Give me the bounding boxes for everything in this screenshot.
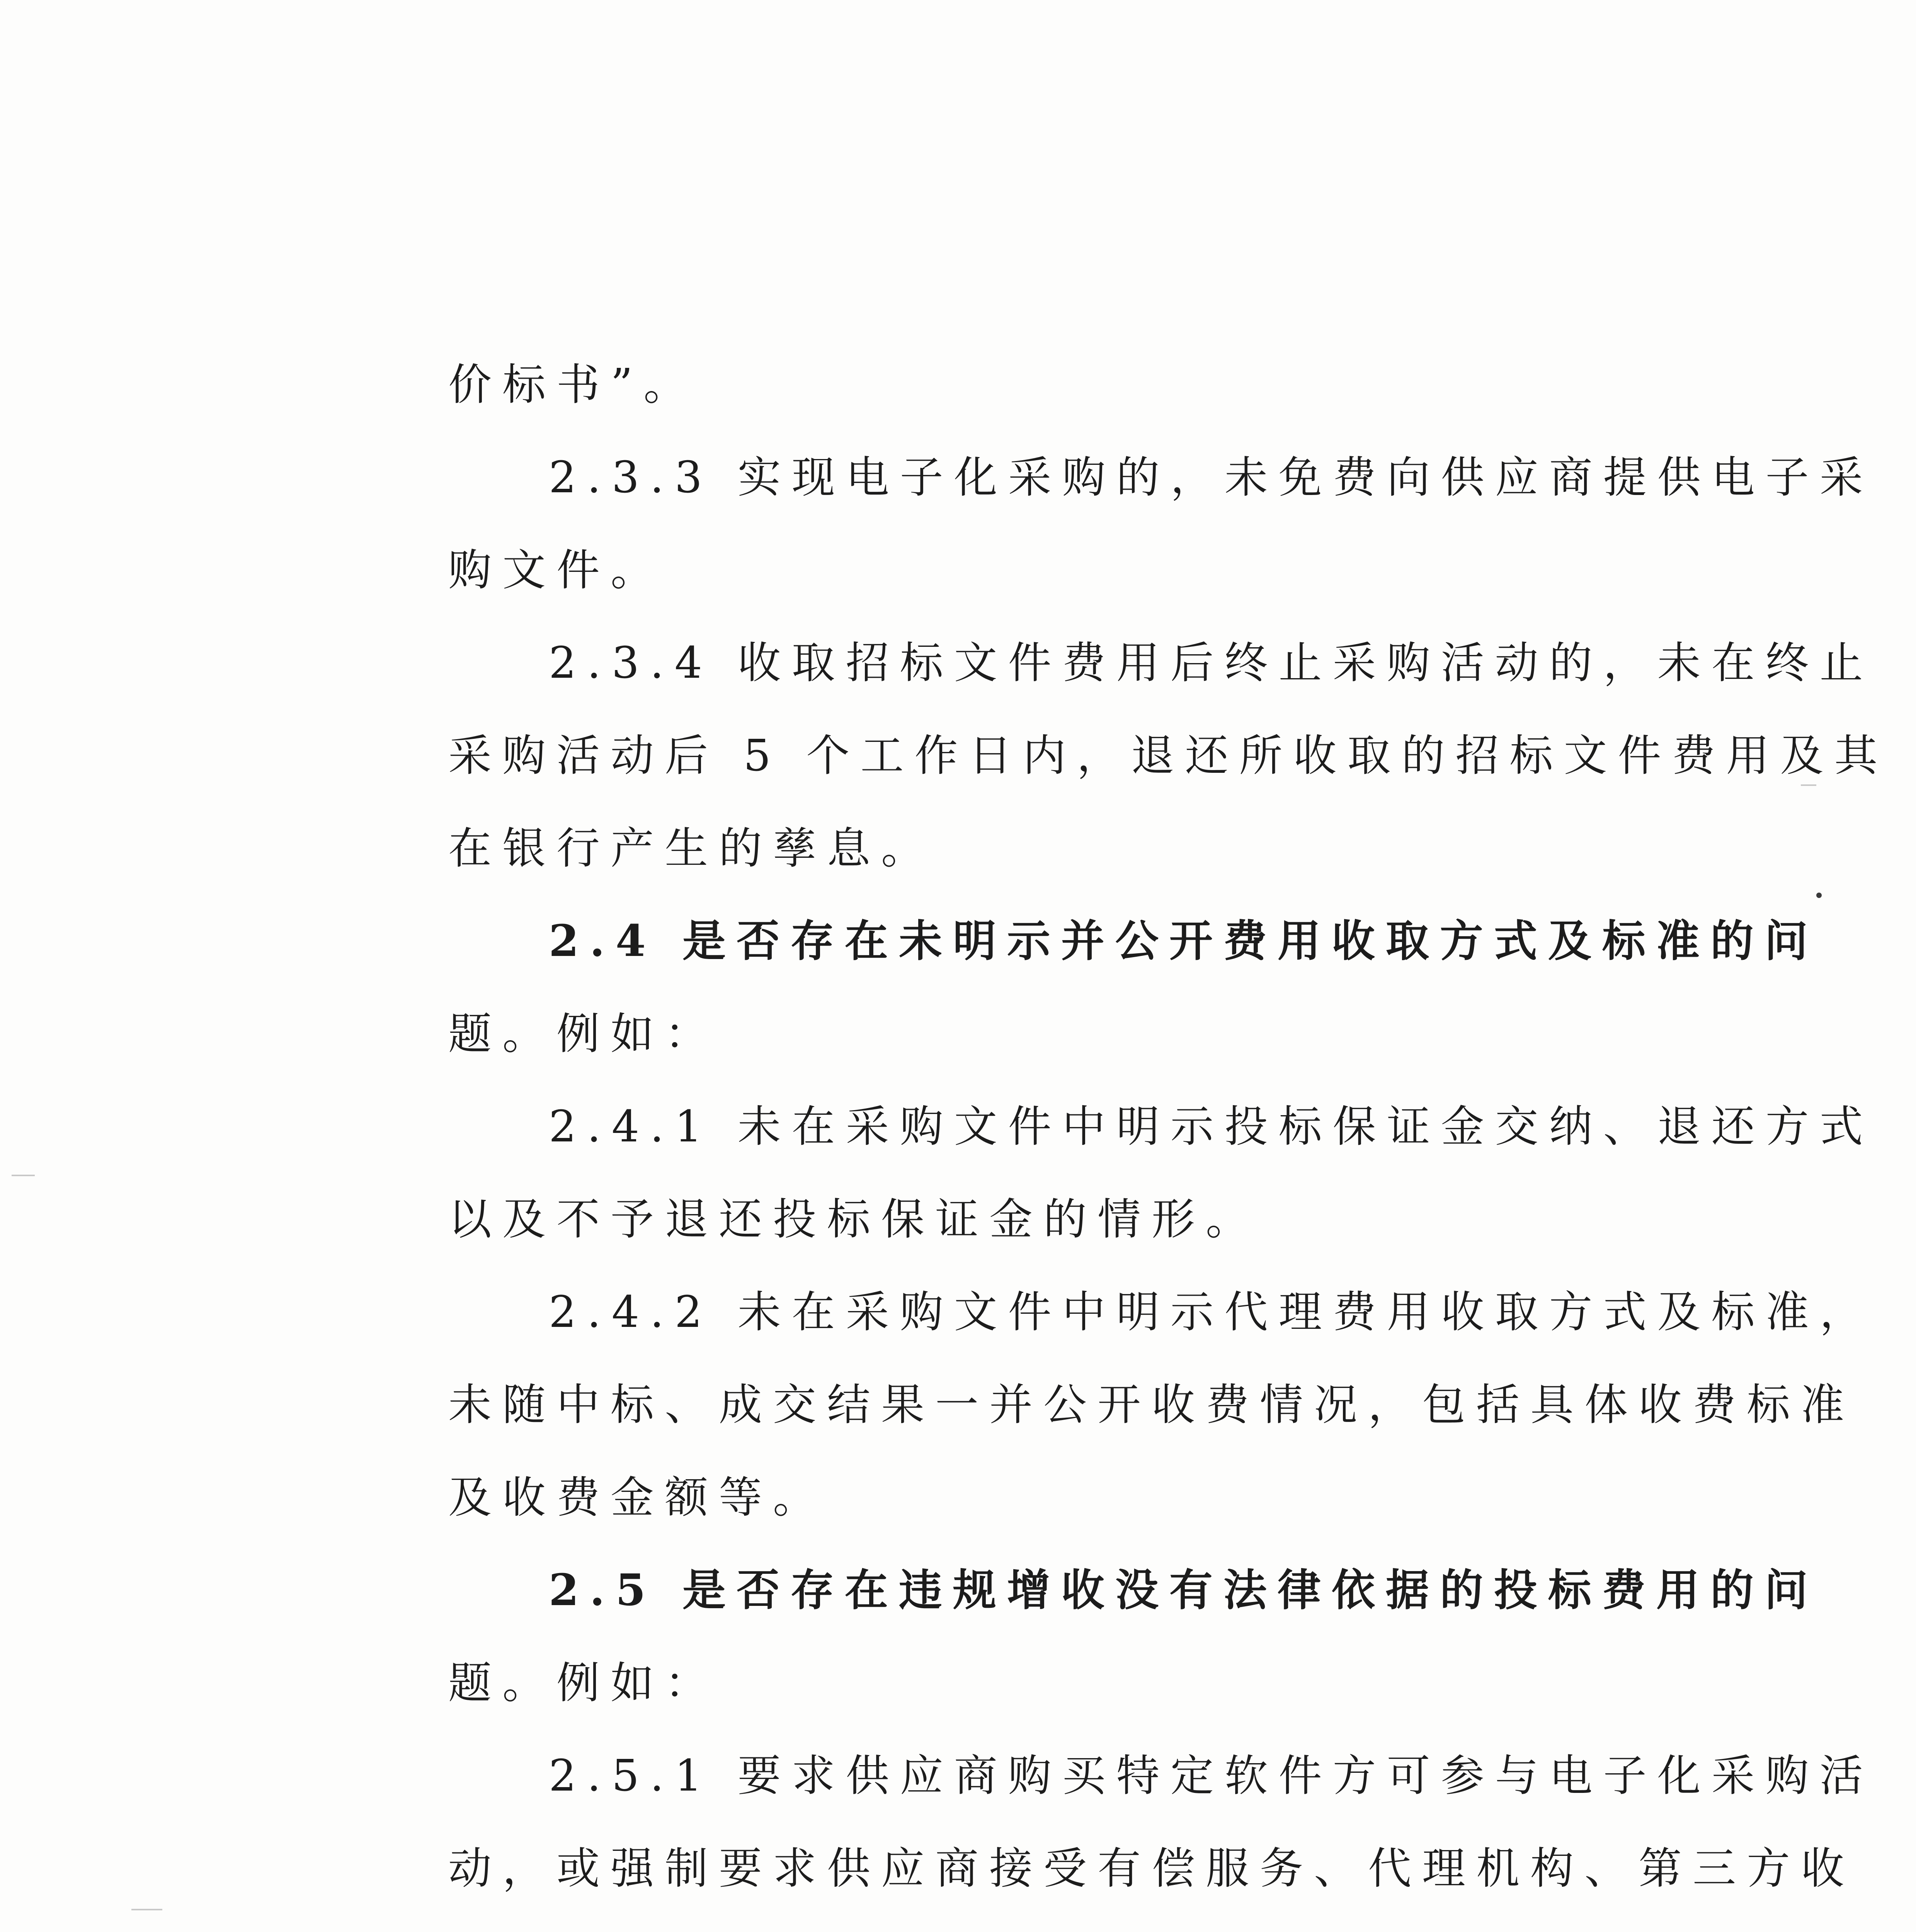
text-line: 题。例如：: [448, 1658, 719, 1708]
text-line: 以及不予退还投标保证金的情形。: [448, 1194, 1260, 1245]
text-line: 动，或强制要求供应商接受有偿服务、代理机构、第三方收: [448, 1844, 1855, 1894]
section-heading: 2.4 是否存在未明示并公开费用收取方式及标准的问: [549, 916, 1819, 966]
text-line: 2.3.4 收取招标文件费用后终止采购活动的，未在终止: [549, 638, 1874, 688]
text-line: 采购活动后 5 个工作日内，退还所收取的招标文件费用及其: [448, 731, 1889, 781]
text-line: 2.3.3 实现电子化采购的，未免费向供应商提供电子采: [549, 452, 1874, 503]
text-line: 2.4.2 未在采购文件中明示代理费用收取方式及标准，: [549, 1287, 1874, 1337]
scan-mark: [131, 1909, 162, 1910]
text-line: 在银行产生的孳息。: [448, 823, 935, 874]
text-line: 价标书”。: [448, 360, 698, 410]
scan-mark: [1801, 784, 1816, 786]
scan-mark: [12, 1175, 35, 1176]
text-line: 及收费金额等。: [448, 1473, 827, 1523]
section-heading: 2.5 是否存在违规增收没有法律依据的投标费用的问: [549, 1565, 1819, 1616]
scan-speck: [1816, 893, 1822, 898]
text-line: 2.5.1 要求供应商购买特定软件方可参与电子化采购活: [549, 1751, 1874, 1801]
text-line: 购文件。: [448, 545, 665, 595]
text-line: 题。例如：: [448, 1009, 719, 1059]
text-line: 未随中标、成交结果一并公开收费情况，包括具体收费标准: [448, 1380, 1855, 1430]
text-line: 2.4.1 未在采购文件中明示投标保证金交纳、退还方式: [549, 1102, 1874, 1152]
